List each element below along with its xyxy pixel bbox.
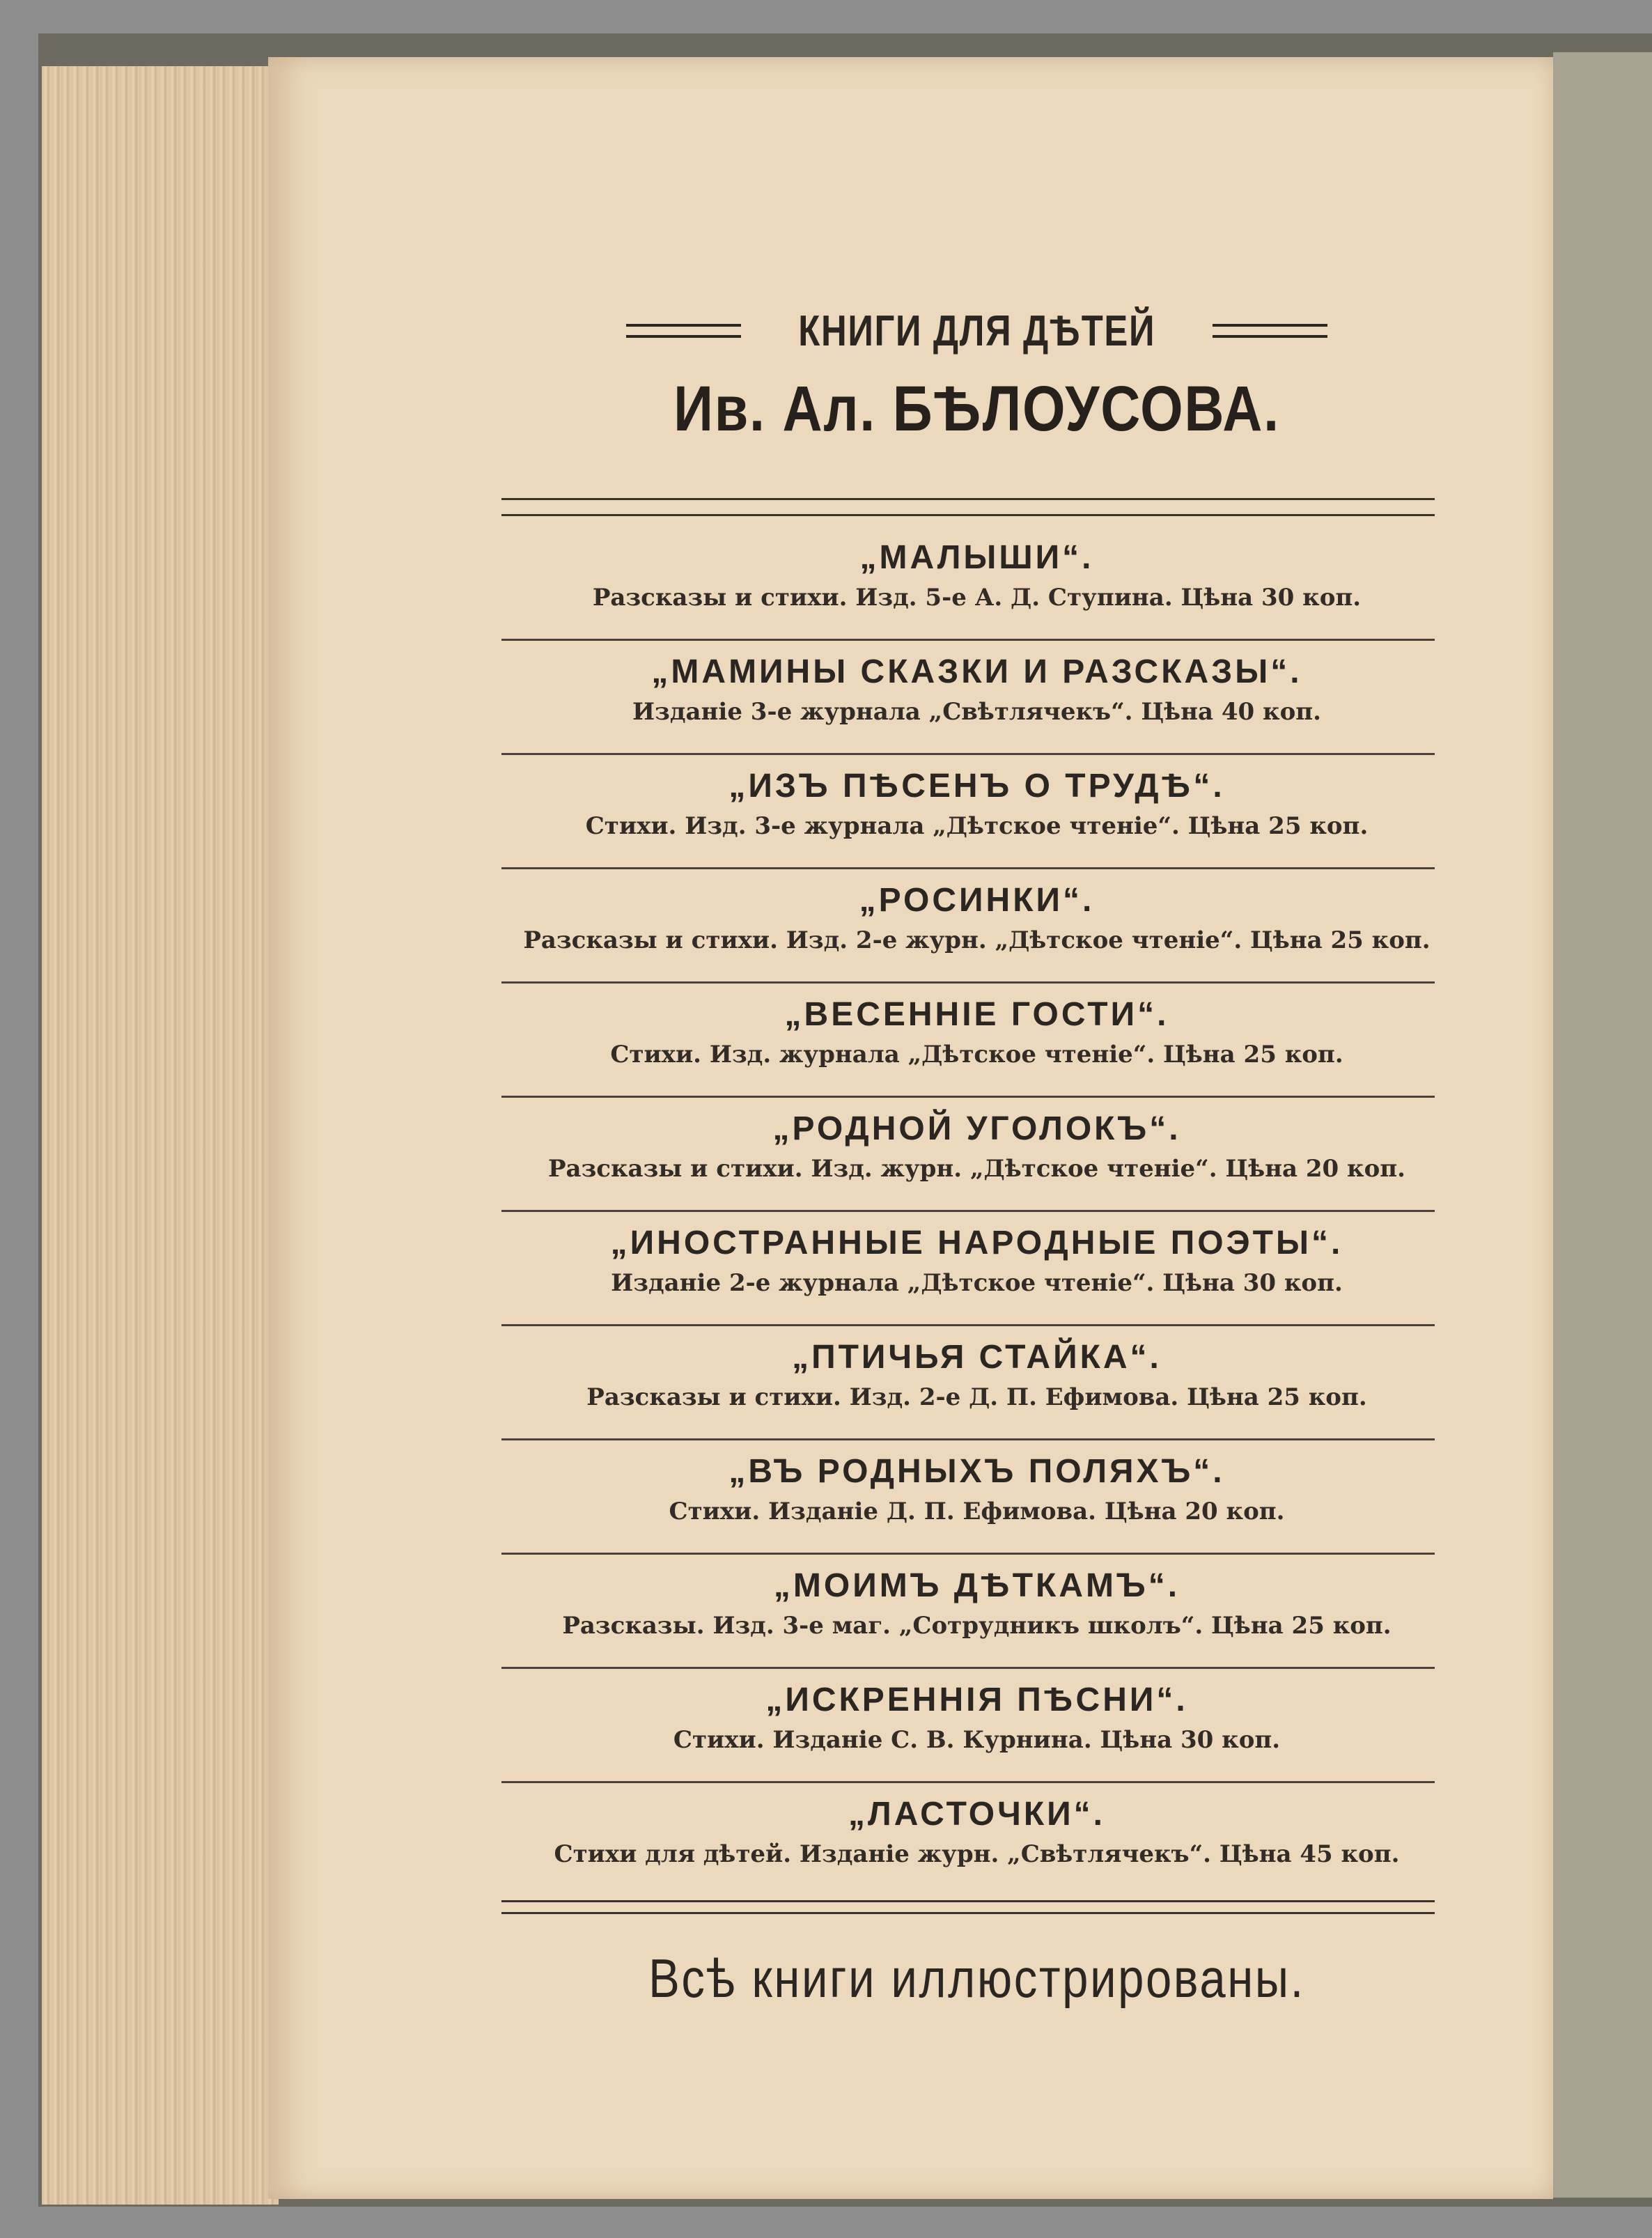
book-list [501, 533, 1452, 1904]
book-title: „МАМИНЫ СКАЗКИ И РАЗСКАЗЫ“. [651, 653, 1302, 690]
book-entry [501, 1789, 1452, 1904]
book-title: „ВЪ РОДНЫХЪ ПОЛЯХЪ“. [728, 1453, 1225, 1490]
book-title: „ВЕСЕННІЕ ГОСТИ“. [784, 996, 1169, 1033]
right-double-rule [1213, 324, 1327, 338]
entry-divider [501, 753, 1435, 755]
author-name: Ив. Ал. БѢЛОУСОВА. [673, 373, 1280, 444]
book-title: „ИСКРЕННІЯ ПѢСНИ“. [765, 1681, 1188, 1718]
book-entry [501, 647, 1452, 761]
entry-divider [501, 1096, 1435, 1098]
entry-divider [501, 867, 1435, 869]
book-entry [501, 876, 1452, 990]
book-title: „РОДНОЙ УГОЛОКЪ“. [772, 1110, 1181, 1147]
book-title: „РОСИНКИ“. [859, 882, 1095, 919]
book-entry [501, 1675, 1452, 1789]
book-title: „ПТИЧЬЯ СТАЙКА“. [792, 1339, 1162, 1376]
book-title: „МАЛЫШИ“. [859, 539, 1094, 576]
book-entry [501, 1447, 1452, 1561]
book-entry [501, 1332, 1452, 1447]
entry-divider [501, 1667, 1435, 1669]
entry-divider [501, 639, 1435, 641]
book-description: Разсказы и стихи. Изд. 2-е журн. „Дѣтское чтеніе“. Цѣна 25 коп. [523, 926, 1431, 954]
book-entry [501, 990, 1452, 1104]
book-title: „ИЗЪ ПѢСЕНЪ О ТРУДѢ“. [728, 768, 1225, 805]
book-description: Стихи. Изд. журнала „Дѣтское чтеніе“. Цѣна 25 коп. [610, 1041, 1343, 1069]
entry-divider [501, 1324, 1435, 1326]
book-description: Разсказы и стихи. Изд. 5-е А. Д. Ступина. Цѣна 30 коп. [592, 584, 1362, 612]
footer-note: Всѣ книги иллюстрированы. [648, 1948, 1305, 2009]
bottom-double-rule [501, 1900, 1435, 1914]
entry-divider [501, 1553, 1435, 1555]
book-entry [501, 1561, 1452, 1675]
section-title: КНИГИ ДЛЯ ДѢТЕЙ [798, 306, 1155, 355]
entry-divider [501, 1210, 1435, 1212]
book-title: „МОИМЪ ДѢТКАМЪ“. [773, 1567, 1180, 1604]
left-double-rule [626, 324, 741, 338]
book-title: „ИНОСТРАННЫЕ НАРОДНЫЕ ПОЭТЫ“. [610, 1225, 1343, 1261]
book-entry [501, 533, 1452, 647]
page-stack [42, 66, 279, 2205]
book-description: Стихи. Изданіе С. В. Курнина. Цѣна 30 коп. [673, 1726, 1281, 1754]
section-header [501, 296, 1452, 366]
top-double-rule [501, 498, 1435, 516]
book-entry [501, 1104, 1452, 1218]
book-entry [501, 1218, 1452, 1332]
book-title: „ЛАСТОЧКИ“. [848, 1796, 1105, 1833]
book-description: Изданіе 3-е журнала „Свѣтлячекъ“. Цѣна 40 коп. [632, 698, 1321, 726]
book-entry [501, 761, 1452, 876]
advertisement-content [501, 296, 1452, 2051]
entry-divider [501, 1781, 1435, 1783]
book-description: Стихи для дѣтей. Изданіе журн. „Свѣтлячекъ“. Цѣна 45 коп. [554, 1840, 1400, 1868]
book-description: Разсказы и стихи. Изд. 2-е Д. П. Ефимова. Цѣна 25 коп. [586, 1383, 1367, 1411]
book-description: Стихи. Изд. 3-е журнала „Дѣтское чтеніе“. Цѣна 25 коп. [585, 812, 1369, 840]
book-cover-edge [1553, 52, 1652, 2198]
book-description: Стихи. Изданіе Д. П. Ефимова. Цѣна 20 коп. [669, 1498, 1285, 1525]
entry-divider [501, 981, 1435, 984]
entry-divider [501, 1438, 1435, 1440]
book-description: Изданіе 2-е журнала „Дѣтское чтеніе“. Цѣна 30 коп. [611, 1269, 1343, 1297]
book-description: Разсказы и стихи. Изд. журн. „Дѣтское чтеніе“. Цѣна 20 коп. [547, 1155, 1406, 1183]
book-description: Разсказы. Изд. 3-е маг. „Сотрудникъ школъ“. Цѣна 25 коп. [562, 1612, 1392, 1640]
